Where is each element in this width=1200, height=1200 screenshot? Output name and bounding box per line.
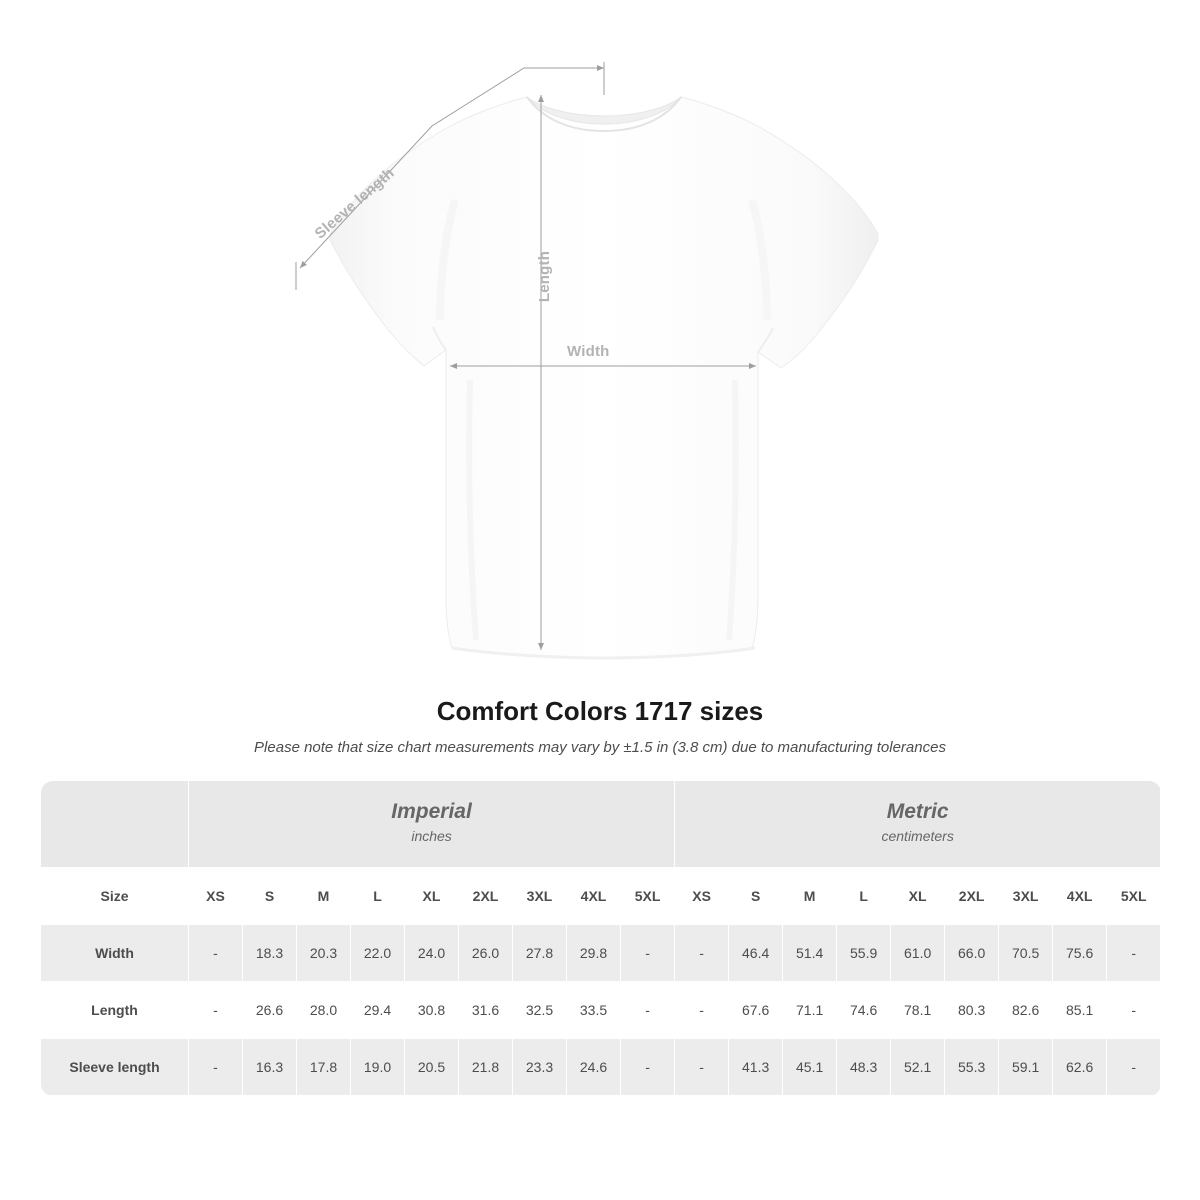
cell-length-metric-xl: 78.1 [891, 982, 945, 1039]
size-header-metric-xl: XL [891, 868, 945, 925]
cell-length-metric-5xl: - [1107, 982, 1161, 1039]
cell-length-imperial-s: 26.6 [243, 982, 297, 1039]
size-header-imperial-5xl: 5XL [621, 868, 675, 925]
cell-width-imperial-xs: - [189, 925, 243, 982]
unit-header-spacer [41, 781, 189, 868]
cell-sleeve-imperial-3xl: 23.3 [513, 1039, 567, 1096]
size-header-metric-xs: XS [675, 868, 729, 925]
table-row [41, 925, 1161, 982]
unit-header-row [41, 781, 1161, 868]
cell-width-imperial-5xl: - [621, 925, 675, 982]
size-header-row [41, 868, 1161, 925]
cell-width-imperial-m: 20.3 [297, 925, 351, 982]
cell-length-metric-s: 67.6 [729, 982, 783, 1039]
width-label: Width [567, 343, 610, 360]
cell-sleeve-metric-s: 41.3 [729, 1039, 783, 1096]
cell-width-imperial-4xl: 29.8 [567, 925, 621, 982]
cell-sleeve-metric-xl: 52.1 [891, 1039, 945, 1096]
cell-sleeve-metric-m: 45.1 [783, 1039, 837, 1096]
cell-length-imperial-2xl: 31.6 [459, 982, 513, 1039]
cell-width-metric-5xl: - [1107, 925, 1161, 982]
size-header-imperial-l: L [351, 868, 405, 925]
cell-length-imperial-3xl: 32.5 [513, 982, 567, 1039]
cell-width-metric-3xl: 70.5 [999, 925, 1053, 982]
size-header-metric-m: M [783, 868, 837, 925]
unit-name-imperial: Imperial [391, 799, 472, 823]
size-header-metric-l: L [837, 868, 891, 925]
table-row [41, 1039, 1161, 1096]
unit-header-imperial [189, 781, 675, 868]
cell-sleeve-imperial-m: 17.8 [297, 1039, 351, 1096]
cell-width-metric-xl: 61.0 [891, 925, 945, 982]
cell-width-imperial-3xl: 27.8 [513, 925, 567, 982]
sleeve-length-label: Sleeve length [311, 164, 398, 243]
cell-length-metric-l: 74.6 [837, 982, 891, 1039]
size-header-metric-2xl: 2XL [945, 868, 999, 925]
title-block [0, 696, 1200, 756]
cell-width-imperial-s: 18.3 [243, 925, 297, 982]
cell-sleeve-metric-xs: - [675, 1039, 729, 1096]
cell-length-imperial-4xl: 33.5 [567, 982, 621, 1039]
size-header-imperial-4xl: 4XL [567, 868, 621, 925]
length-label: Length [536, 250, 554, 303]
size-header-imperial-s: S [243, 868, 297, 925]
cell-width-metric-m: 51.4 [783, 925, 837, 982]
size-header-metric-5xl: 5XL [1107, 868, 1161, 925]
row-label-width: Width [41, 925, 189, 982]
cell-sleeve-imperial-xs: - [189, 1039, 243, 1096]
size-table-wrapper [40, 780, 1160, 1096]
cell-length-metric-3xl: 82.6 [999, 982, 1053, 1039]
size-label-cell: Size [41, 868, 189, 925]
cell-width-metric-xs: - [675, 925, 729, 982]
cell-length-imperial-5xl: - [621, 982, 675, 1039]
cell-length-imperial-l: 29.4 [351, 982, 405, 1039]
cell-length-metric-m: 71.1 [783, 982, 837, 1039]
tolerance-note: Please note that size chart measurements may vary by ±1.5 in (3.8 cm) due to manufacturing tolerances [254, 739, 946, 756]
cell-sleeve-imperial-4xl: 24.6 [567, 1039, 621, 1096]
unit-header-metric [675, 781, 1161, 868]
tshirt-shape [330, 97, 878, 658]
size-header-metric-3xl: 3XL [999, 868, 1053, 925]
cell-width-imperial-l: 22.0 [351, 925, 405, 982]
cell-sleeve-imperial-xl: 20.5 [405, 1039, 459, 1096]
cell-sleeve-metric-l: 48.3 [837, 1039, 891, 1096]
row-label-sleeve-length: Sleeve length [41, 1039, 189, 1096]
cell-width-imperial-2xl: 26.0 [459, 925, 513, 982]
cell-sleeve-imperial-s: 16.3 [243, 1039, 297, 1096]
cell-length-imperial-xl: 30.8 [405, 982, 459, 1039]
cell-width-metric-4xl: 75.6 [1053, 925, 1107, 982]
size-header-metric-s: S [729, 868, 783, 925]
cell-sleeve-imperial-5xl: - [621, 1039, 675, 1096]
cell-sleeve-metric-3xl: 59.1 [999, 1039, 1053, 1096]
table-row [41, 982, 1161, 1039]
cell-sleeve-metric-5xl: - [1107, 1039, 1161, 1096]
unit-sub-metric: centimeters [881, 828, 954, 844]
cell-length-imperial-xs: - [189, 982, 243, 1039]
size-chart-table [40, 780, 1161, 1096]
size-header-imperial-3xl: 3XL [513, 868, 567, 925]
cell-sleeve-imperial-2xl: 21.8 [459, 1039, 513, 1096]
cell-width-imperial-xl: 24.0 [405, 925, 459, 982]
cell-length-metric-xs: - [675, 982, 729, 1039]
row-label-length: Length [41, 982, 189, 1039]
cell-width-metric-2xl: 66.0 [945, 925, 999, 982]
page-title: Comfort Colors 1717 sizes [436, 696, 764, 726]
cell-length-imperial-m: 28.0 [297, 982, 351, 1039]
size-header-imperial-2xl: 2XL [459, 868, 513, 925]
cell-width-metric-s: 46.4 [729, 925, 783, 982]
unit-name-metric: Metric [886, 799, 949, 823]
cell-length-metric-2xl: 80.3 [945, 982, 999, 1039]
size-header-imperial-xs: XS [189, 868, 243, 925]
cell-sleeve-metric-4xl: 62.6 [1053, 1039, 1107, 1096]
cell-sleeve-metric-2xl: 55.3 [945, 1039, 999, 1096]
size-header-imperial-m: M [297, 868, 351, 925]
size-header-metric-4xl: 4XL [1053, 868, 1107, 925]
size-header-imperial-xl: XL [405, 868, 459, 925]
unit-sub-imperial: inches [411, 828, 452, 844]
cell-width-metric-l: 55.9 [837, 925, 891, 982]
cell-sleeve-imperial-l: 19.0 [351, 1039, 405, 1096]
cell-length-metric-4xl: 85.1 [1053, 982, 1107, 1039]
